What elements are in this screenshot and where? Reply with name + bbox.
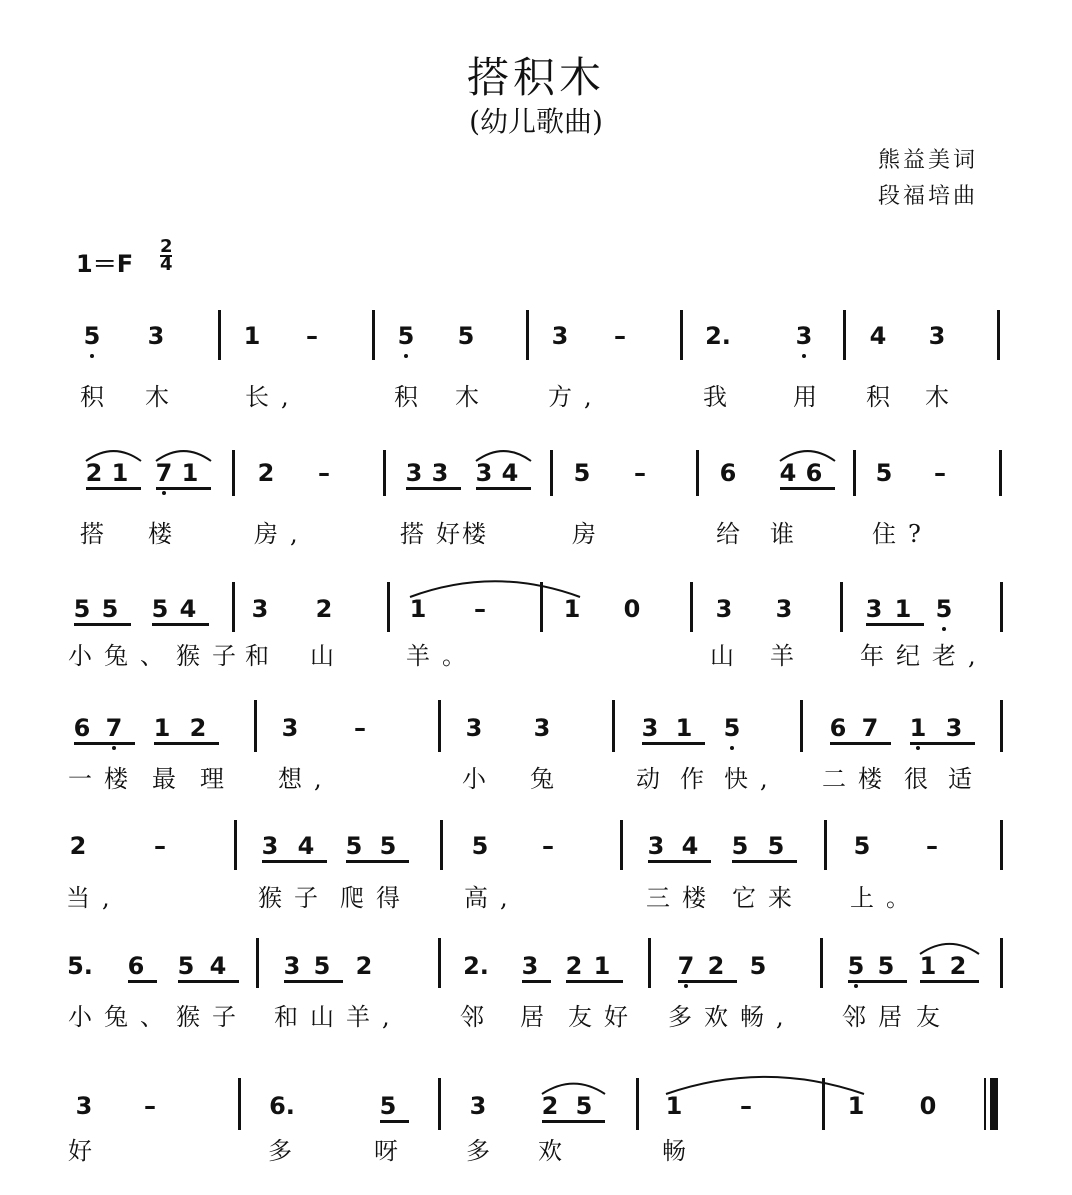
note: 3 [715, 595, 733, 623]
note: 2 [949, 952, 967, 980]
note: – [740, 1092, 752, 1120]
note: 5 [877, 952, 895, 980]
slur [86, 451, 141, 461]
slur [920, 944, 979, 954]
lyric: 上。 [850, 884, 922, 912]
note: 5 [313, 952, 331, 980]
lyric: 楼 [148, 520, 184, 548]
note: 1 [181, 459, 199, 487]
note: 3 [551, 322, 569, 350]
lyric: 房 [572, 520, 608, 548]
note: 1 [894, 595, 912, 623]
note: 3 [465, 714, 483, 742]
note: 6 [127, 952, 145, 980]
lyric: 谁 [770, 520, 806, 548]
lyric: 呀 [374, 1137, 410, 1165]
lyric: 小兔、猴子 [68, 642, 248, 670]
lyric: 适 [948, 765, 984, 793]
note: 7 [861, 714, 879, 742]
note: 1 [153, 714, 171, 742]
note: 5 [875, 459, 893, 487]
lyric: 多 [268, 1137, 304, 1165]
note: 5 [731, 832, 749, 860]
note: 4 [501, 459, 519, 487]
lyric: 友好 [568, 1003, 640, 1031]
lyric: 想, [278, 765, 334, 793]
lyric: 木 [145, 383, 181, 411]
note: 7 [105, 714, 123, 742]
lyric: 给 [716, 520, 752, 548]
lyric: 邻居 [842, 1003, 914, 1031]
note: 5 [379, 832, 397, 860]
lyric: 好 [68, 1137, 104, 1165]
note: 0 [623, 595, 641, 623]
lyric: 木 [455, 383, 491, 411]
note: 2 [257, 459, 275, 487]
note: 6 [805, 459, 823, 487]
lyric: 它来 [732, 884, 804, 912]
lyric: 和山羊, [274, 1003, 402, 1031]
note: 4 [681, 832, 699, 860]
note: 3 [251, 595, 269, 623]
lyric: 山 [710, 642, 746, 670]
note: 3 [469, 1092, 487, 1120]
lyric: 动 [636, 765, 672, 793]
note: 5 [767, 832, 785, 860]
note: 1 [847, 1092, 865, 1120]
lyric: 积 [80, 383, 116, 411]
note: 5. [67, 952, 93, 980]
lyric: 二楼 [822, 765, 894, 793]
song-title: 搭积木 [466, 53, 605, 102]
note: 1 [593, 952, 611, 980]
note: 4 [209, 952, 227, 980]
note: 5 [397, 322, 415, 350]
lyric: 搭 [80, 520, 116, 548]
note: 1 [243, 322, 261, 350]
slur [156, 451, 211, 461]
note: 3 [641, 714, 659, 742]
lyric: 当, [66, 884, 122, 912]
lyric: 兔 [530, 765, 566, 793]
note: 3 [533, 714, 551, 742]
lyric: 年纪老, [860, 642, 988, 670]
note: 7 [677, 952, 695, 980]
lyric: 友 [916, 1003, 952, 1031]
note: 2 [355, 952, 373, 980]
lyric: 长, [245, 383, 301, 411]
note: 6 [719, 459, 737, 487]
note: 5 [457, 322, 475, 350]
note: – [542, 832, 554, 860]
note: – [354, 714, 366, 742]
note: 5 [151, 595, 169, 623]
slur [780, 451, 835, 461]
time-signature-top: 2 [160, 236, 173, 257]
lyric: 小 [68, 1003, 104, 1031]
note: 5 [575, 1092, 593, 1120]
note: 4 [297, 832, 315, 860]
note: 5 [935, 595, 953, 623]
note: 4 [179, 595, 197, 623]
composer-credit: 段福培曲 [878, 184, 979, 209]
note: 3 [431, 459, 449, 487]
lyric: 积 [394, 383, 430, 411]
lyric: 猴子 [258, 884, 330, 912]
lyric: 畅 [662, 1137, 698, 1165]
note: 4 [869, 322, 887, 350]
note: 5 [573, 459, 591, 487]
lyric: 邻 [460, 1003, 496, 1031]
note: 3 [75, 1092, 93, 1120]
note: 1 [665, 1092, 683, 1120]
note: 3 [281, 714, 299, 742]
lyric: 小 [462, 765, 498, 793]
note: – [154, 832, 166, 860]
note: 3 [521, 952, 539, 980]
lyric: 楼 [462, 520, 498, 548]
note: 2. [463, 952, 489, 980]
note: 2 [69, 832, 87, 860]
lyric: 最 [152, 765, 188, 793]
lyric: 很 [904, 765, 940, 793]
song-subtitle: (幼儿歌曲) [469, 105, 603, 138]
note: 5 [853, 832, 871, 860]
note: – [318, 459, 330, 487]
lyric: 房, [254, 520, 310, 548]
lyric: 我 [703, 383, 739, 411]
note: 3 [795, 322, 813, 350]
note: 1 [563, 595, 581, 623]
lyric: 住? [872, 520, 933, 548]
note: 5 [101, 595, 119, 623]
note: 2. [705, 322, 731, 350]
note: – [144, 1092, 156, 1120]
note: 1 [409, 595, 427, 623]
slur [666, 1077, 864, 1094]
note: 3 [475, 459, 493, 487]
note: 1 [675, 714, 693, 742]
note: 1 [909, 714, 927, 742]
lyric: 羊。 [406, 642, 478, 670]
lyric: 欢 [538, 1137, 574, 1165]
note: 3 [647, 832, 665, 860]
note: – [634, 459, 646, 487]
note: 3 [261, 832, 279, 860]
note: 5 [177, 952, 195, 980]
slur [410, 581, 580, 597]
note: 5 [379, 1092, 397, 1120]
note: 6. [269, 1092, 295, 1120]
note: 2 [541, 1092, 559, 1120]
note: 3 [865, 595, 883, 623]
note: 3 [283, 952, 301, 980]
note: 5 [471, 832, 489, 860]
lyric: 木 [925, 383, 961, 411]
lyric: 快, [724, 765, 780, 793]
note: 5 [723, 714, 741, 742]
slur [542, 1084, 605, 1094]
lyric: 多欢畅, [668, 1003, 796, 1031]
lyric: 一楼 [68, 765, 140, 793]
note: – [926, 832, 938, 860]
note: 1 [111, 459, 129, 487]
note: 6 [829, 714, 847, 742]
time-signature-bottom: 4 [160, 254, 173, 275]
note: 2 [565, 952, 583, 980]
note: 7 [155, 459, 173, 487]
lyric: 爬得 [340, 884, 412, 912]
lyric: 羊 [770, 642, 806, 670]
lyric: 多 [466, 1137, 502, 1165]
note: 5 [345, 832, 363, 860]
lyric: 三楼 [646, 884, 718, 912]
note: 5 [73, 595, 91, 623]
lyric: 搭好 [400, 520, 472, 548]
note: 2 [189, 714, 207, 742]
note: 6 [73, 714, 91, 742]
key-signature: 1＝F [76, 250, 134, 278]
note: – [474, 595, 486, 623]
note: 2 [707, 952, 725, 980]
note: – [614, 322, 626, 350]
lyricist-credit: 熊益美词 [878, 148, 979, 173]
lyric: 山 [310, 642, 346, 670]
lyric: 理 [200, 765, 236, 793]
note: 5 [847, 952, 865, 980]
lyric: 积 [866, 383, 902, 411]
slur [476, 451, 531, 461]
note: 0 [919, 1092, 937, 1120]
lyric: 居 [520, 1003, 556, 1031]
note: 3 [775, 595, 793, 623]
note: 2 [315, 595, 333, 623]
lyric: 作 [680, 765, 716, 793]
lyric: 用 [793, 383, 829, 411]
note: 3 [405, 459, 423, 487]
note: 4 [779, 459, 797, 487]
note: 5 [749, 952, 767, 980]
note: 1 [919, 952, 937, 980]
note: 2 [85, 459, 103, 487]
note: – [934, 459, 946, 487]
lyric: 高, [464, 884, 520, 912]
note: 3 [147, 322, 165, 350]
note: 3 [945, 714, 963, 742]
note: – [306, 322, 318, 350]
lyric: 方, [548, 383, 604, 411]
lyric: 兔、猴子 [104, 1003, 248, 1031]
lyric: 和 [245, 642, 281, 670]
note: 3 [928, 322, 946, 350]
note: 5 [83, 322, 101, 350]
